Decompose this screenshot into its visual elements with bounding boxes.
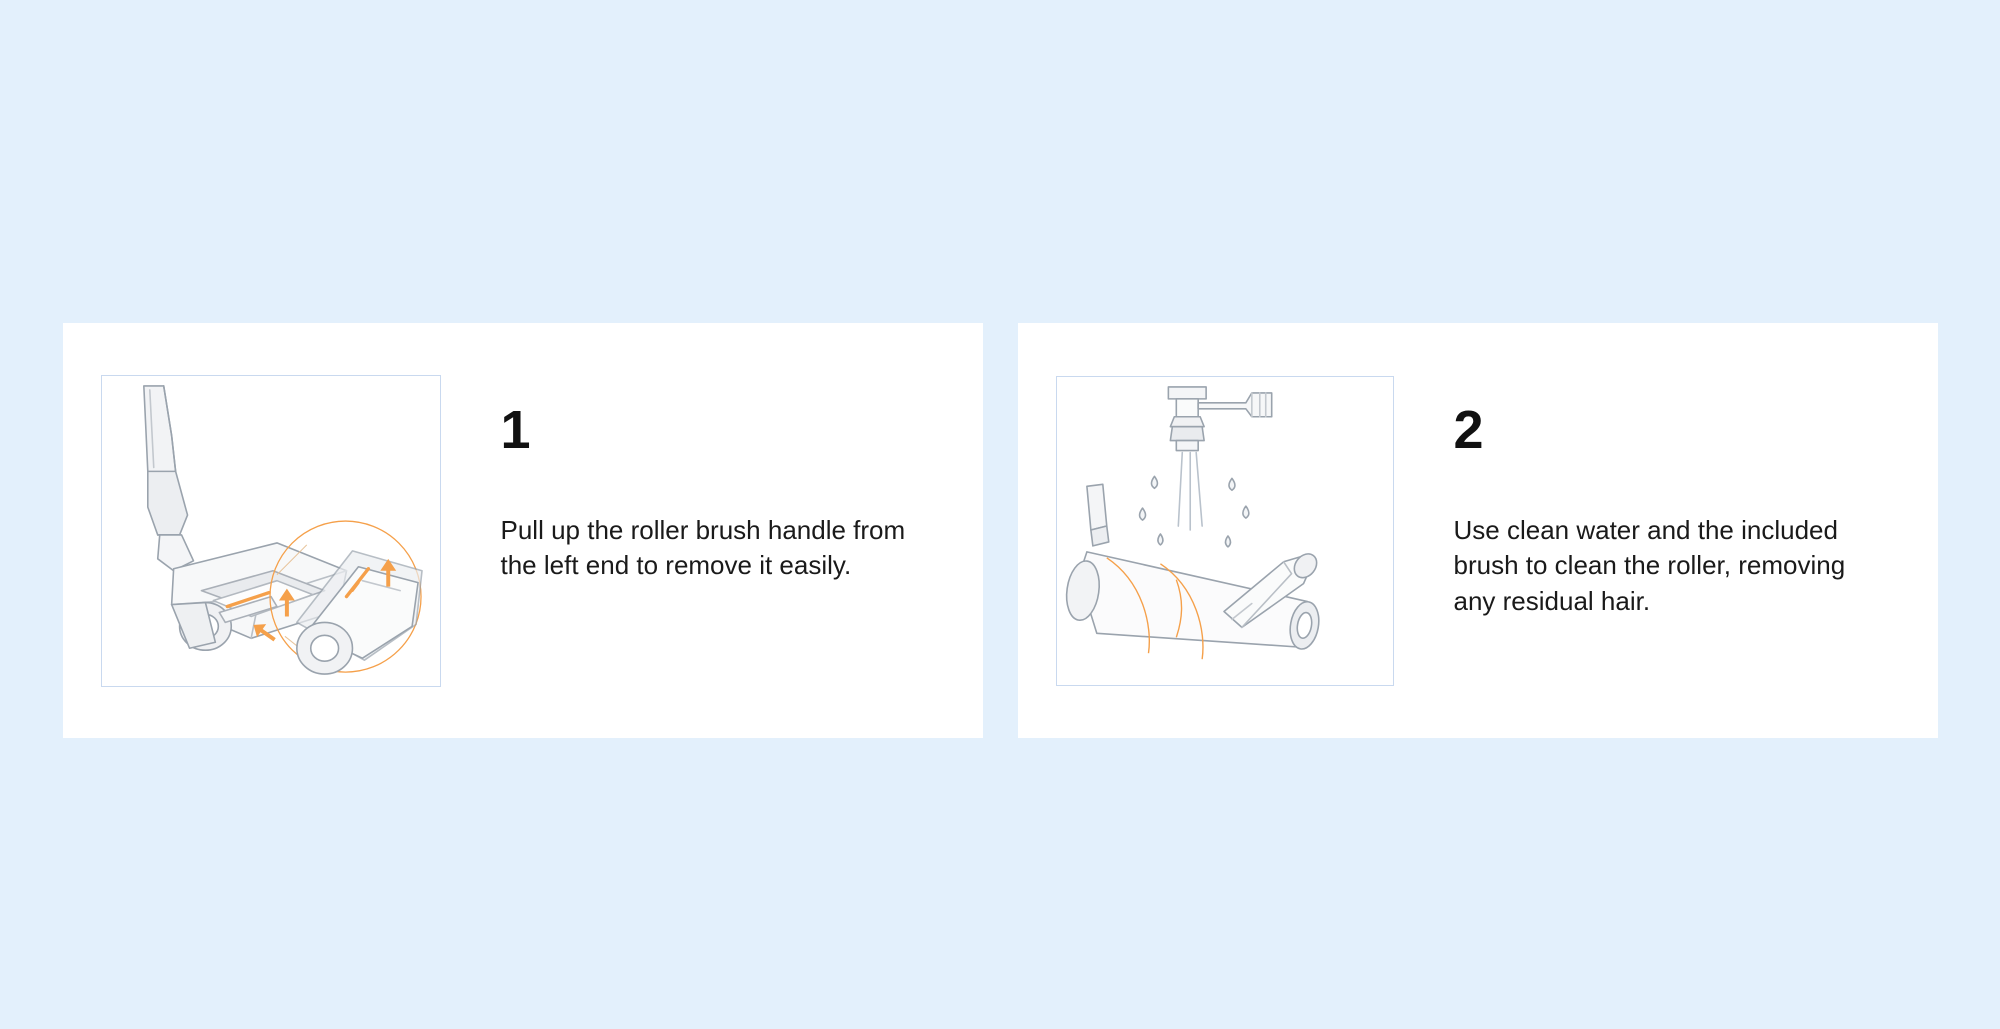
- step-card-1: [63, 323, 983, 738]
- step-1-text-column: [441, 323, 983, 738]
- step-2-text-column: [1394, 323, 1938, 738]
- step-2-number: 2: [1453, 400, 1483, 460]
- step-1-description: Pull up the roller brush handle from the left end to remove it easily.: [500, 515, 906, 581]
- step-2-illustration: [1056, 376, 1394, 686]
- steps-container: [0, 323, 2000, 738]
- step-card-2: [1018, 323, 1938, 738]
- step-1-illustration: [101, 375, 441, 687]
- step-2-description: Use clean water and the included brush to clean the roller, removing any residual hair.: [1453, 515, 1846, 616]
- step-1-number: 1: [500, 400, 530, 460]
